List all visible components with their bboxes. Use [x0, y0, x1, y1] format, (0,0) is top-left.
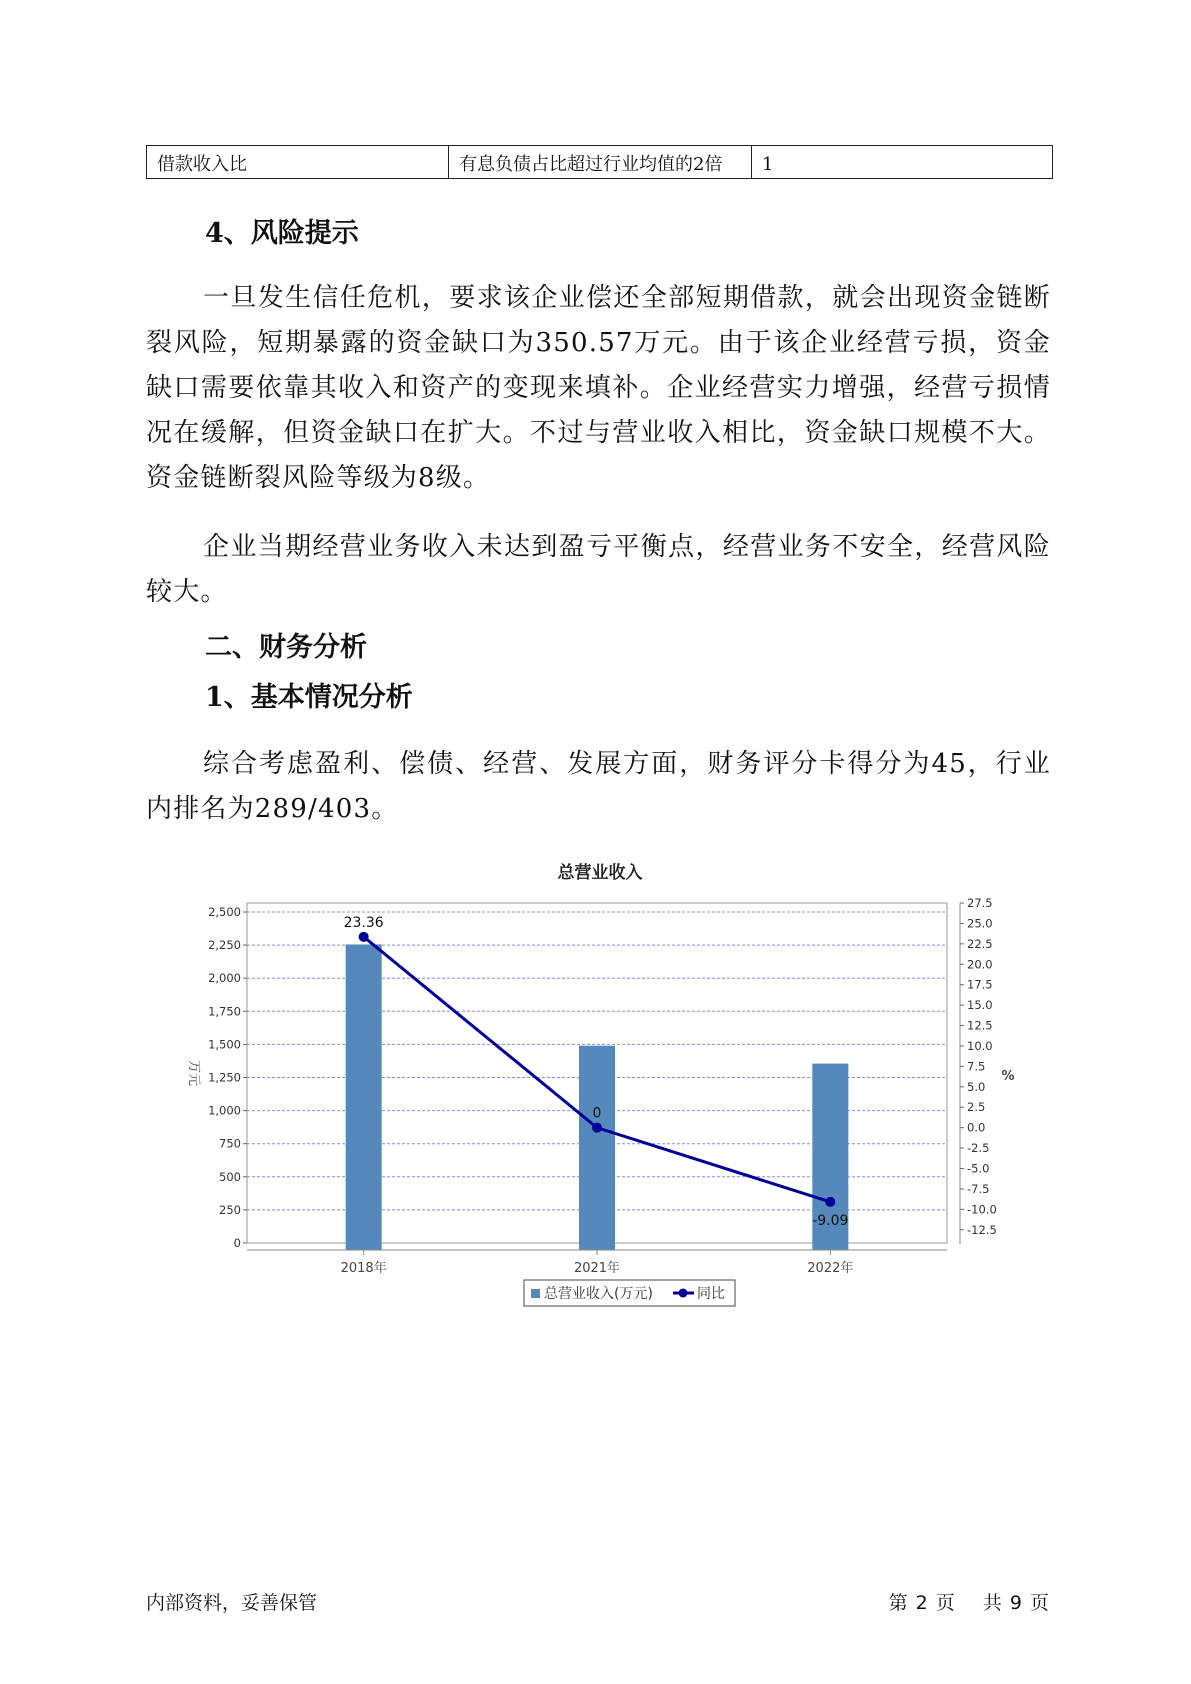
legend — [524, 1280, 735, 1306]
right-axis — [960, 896, 997, 1244]
right-tick-label: 0.0 — [967, 1120, 986, 1135]
left-tick-label: 2,250 — [208, 938, 241, 953]
chart-title: 总营业收入 — [557, 863, 643, 883]
table-cell-rule: 有息负债占比超过行业均值的2倍 — [449, 146, 752, 178]
left-tick-label: 750 — [219, 1136, 241, 1151]
legend-bar-swatch — [531, 1289, 540, 1298]
page-current: 2 — [915, 1592, 928, 1614]
right-tick-label: -10.0 — [967, 1202, 997, 1217]
right-tick-label: 25.0 — [967, 916, 993, 931]
bar-2021年 — [579, 1046, 615, 1250]
x-tick-label: 2018年 — [340, 1261, 387, 1276]
page-unit: 页 — [935, 1592, 955, 1614]
table-cell-score: 1 — [762, 154, 774, 175]
yoy-point — [592, 1123, 602, 1133]
section-heading-financial: 二、财务分析 — [205, 632, 367, 663]
legend-bar-label: 总营业收入(万元) — [544, 1286, 653, 1302]
bar-series — [346, 944, 849, 1250]
left-axis-label: 万元 — [186, 1059, 201, 1087]
total-prefix: 共 — [982, 1592, 1002, 1614]
page-prefix: 第 — [888, 1592, 908, 1614]
legend-line-label: 同比 — [697, 1286, 725, 1302]
left-tick-label: 500 — [219, 1169, 241, 1184]
right-axis-label: % — [1001, 1069, 1015, 1084]
right-tick-label: 20.0 — [967, 957, 993, 972]
right-tick-label: -2.5 — [967, 1141, 990, 1156]
total-unit: 页 — [1029, 1592, 1049, 1614]
footer-page-number — [885, 1588, 1053, 1615]
yoy-data-label: 23.36 — [343, 914, 384, 931]
left-axis — [208, 905, 247, 1250]
right-tick-label: 5.0 — [967, 1079, 986, 1094]
section-heading-risk: 4、风险提示 — [205, 218, 359, 249]
left-tick-label: 2,000 — [208, 971, 241, 986]
indicator-table-row — [146, 145, 1053, 179]
left-tick-label: 1,000 — [208, 1103, 241, 1118]
revenue-chart — [170, 858, 1030, 1308]
right-tick-label: 22.5 — [967, 936, 993, 951]
table-cell-indicator: 借款收入比 — [147, 146, 449, 178]
yoy-point — [825, 1197, 835, 1207]
right-tick-label: -7.5 — [967, 1181, 990, 1196]
right-tick-label: 10.0 — [967, 1038, 993, 1053]
right-tick-label: 17.5 — [967, 977, 993, 992]
yoy-data-label: 0 — [592, 1105, 602, 1122]
left-tick-label: 2,500 — [208, 905, 241, 919]
subsection-heading-basic: 1、基本情况分析 — [205, 682, 413, 713]
x-tick-label: 2022年 — [807, 1261, 854, 1276]
right-tick-label: 15.0 — [967, 998, 993, 1013]
right-tick-label: 2.5 — [967, 1100, 986, 1115]
left-tick-label: 1,750 — [208, 1004, 241, 1019]
x-axis-labels — [341, 1250, 854, 1276]
paragraph-risk-2: 企业当期经营业务收入未达到盈亏平衡点，经营业务不安全，经营风险较大。 — [146, 532, 1051, 607]
legend-line-marker — [679, 1289, 688, 1298]
left-tick-label: 1,500 — [208, 1037, 241, 1052]
right-tick-label: -12.5 — [967, 1222, 997, 1237]
footer-confidential: 内部资料，妥善保管 — [146, 1592, 318, 1614]
right-tick-label: 27.5 — [967, 896, 993, 910]
page-total: 9 — [1009, 1592, 1022, 1614]
yoy-point — [359, 932, 369, 942]
right-tick-label: -5.0 — [967, 1161, 990, 1176]
bar-2018年 — [346, 944, 382, 1250]
paragraph-risk-1: 一旦发生信任危机，要求该企业偿还全部短期借款，就会出现资金链断裂风险，短期暴露的资金缺口为350.57万元。由于该企业经营亏损，资金缺口需要依靠其收入和资产的变现来填补。企业经营实力增强，经营亏损情况在缓解，但资金缺口在扩大。不过与营业收入相比，资金缺口规模不大。资金链断裂风险等级为8级。 — [146, 283, 1051, 493]
left-tick-label: 250 — [219, 1202, 241, 1217]
paragraph-score: 综合考虑盈利、偿债、经营、发展方面，财务评分卡得分为45，行业内排名为289/403。 — [146, 749, 1051, 824]
left-tick-label: 1,250 — [208, 1070, 241, 1085]
right-tick-label: 12.5 — [967, 1018, 993, 1033]
left-tick-label: 0 — [233, 1236, 241, 1250]
yoy-data-label: -9.09 — [812, 1212, 849, 1229]
right-tick-label: 7.5 — [967, 1059, 986, 1074]
x-tick-label: 2021年 — [573, 1261, 621, 1276]
